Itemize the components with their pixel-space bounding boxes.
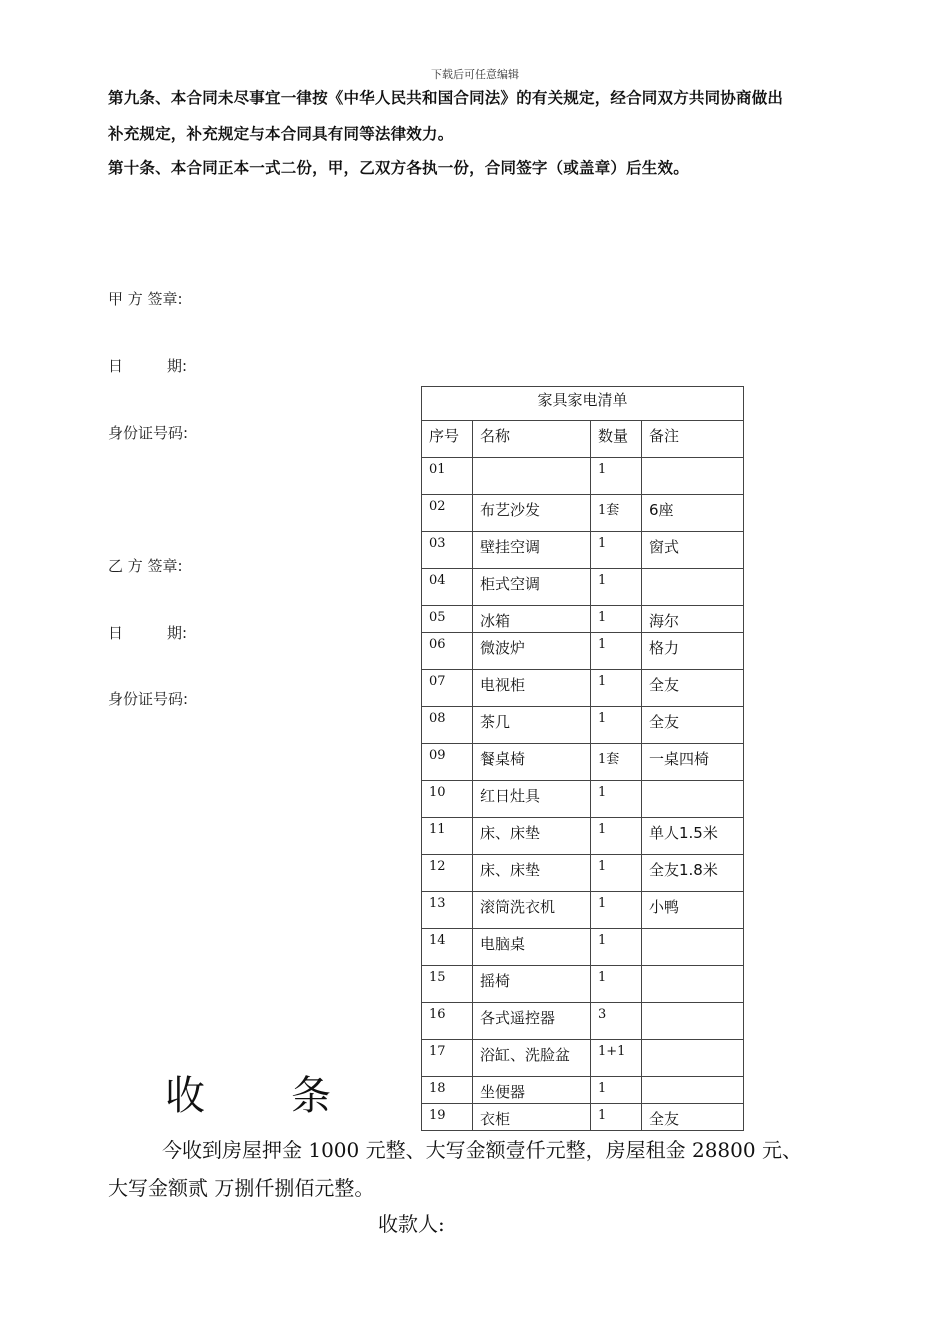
cell-qty: 1 — [591, 1077, 642, 1104]
header-name: 名称 — [473, 421, 591, 458]
cell-no: 02 — [422, 495, 473, 532]
table-row — [422, 633, 744, 670]
header-no: 序号 — [422, 421, 473, 458]
table-row — [422, 670, 744, 707]
cell-note: 全友 — [642, 670, 744, 707]
clause-10: 第十条、本合同正本一式二份，甲，乙双方各执一份，合同签字（或盖章）后生效。 — [108, 159, 689, 177]
cell-no: 15 — [422, 966, 473, 1003]
clause-9-line-1: 第九条、本合同未尽事宜一律按《中华人民共和国合同法》的有关规定，经合同双方共同协商做出 — [108, 89, 784, 107]
cell-qty: 1 — [591, 569, 642, 606]
receipt-line-2: 大写金额贰 万捌仟捌佰元整。 — [108, 1176, 375, 1200]
cell-qty: 1 — [591, 670, 642, 707]
cell-no: 18 — [422, 1077, 473, 1104]
inventory-table — [421, 386, 744, 1131]
cell-name: 柜式空调 — [473, 569, 591, 606]
table-row — [422, 1104, 744, 1131]
cell-qty: 1 — [591, 855, 642, 892]
cell-qty: 1套 — [591, 495, 642, 532]
cell-note — [642, 781, 744, 818]
cell-note: 6座 — [642, 495, 744, 532]
cell-qty: 1 — [591, 818, 642, 855]
cell-name: 床、床垫 — [473, 855, 591, 892]
cell-name: 微波炉 — [473, 633, 591, 670]
cell-name: 坐便器 — [473, 1077, 591, 1104]
table-row — [422, 495, 744, 532]
cell-name: 床、床垫 — [473, 818, 591, 855]
cell-qty: 1 — [591, 458, 642, 495]
cell-note — [642, 966, 744, 1003]
table-row — [422, 1003, 744, 1040]
cell-name: 餐桌椅 — [473, 744, 591, 781]
cell-note: 一桌四椅 — [642, 744, 744, 781]
cell-no: 01 — [422, 458, 473, 495]
table-row — [422, 458, 744, 495]
party-a-id-label: 身份证号码: — [108, 424, 189, 442]
cell-qty: 1 — [591, 532, 642, 569]
cell-note: 格力 — [642, 633, 744, 670]
cell-note: 窗式 — [642, 532, 744, 569]
cell-qty: 1套 — [591, 744, 642, 781]
cell-no: 09 — [422, 744, 473, 781]
table-row — [422, 744, 744, 781]
cell-qty: 1 — [591, 966, 642, 1003]
receipt-line-1: 今收到房屋押金 1000 元整、大写金额壹仟元整，房屋租金 28800 元、 — [162, 1138, 802, 1162]
receipt-title-2: 条 — [291, 1073, 331, 1119]
cell-name: 电脑桌 — [473, 929, 591, 966]
cell-no: 05 — [422, 606, 473, 633]
table-row — [422, 606, 744, 633]
cell-qty: 1 — [591, 781, 642, 818]
table-row — [422, 569, 744, 606]
cell-no: 16 — [422, 1003, 473, 1040]
table-row — [422, 818, 744, 855]
cell-no: 17 — [422, 1040, 473, 1077]
cell-qty: 1+1 — [591, 1040, 642, 1077]
receipt-title — [165, 1064, 331, 1121]
clause-9-line-2: 补充规定，补充规定与本合同具有同等法律效力。 — [108, 125, 454, 143]
party-a-date-label-2: 期: — [167, 357, 188, 375]
party-b-date-label-1: 日 — [108, 624, 124, 642]
cell-no: 12 — [422, 855, 473, 892]
cell-no: 06 — [422, 633, 473, 670]
header-note: 备注 — [642, 421, 744, 458]
table-row — [422, 781, 744, 818]
cell-name: 红日灶具 — [473, 781, 591, 818]
cell-note: 单人1.5米 — [642, 818, 744, 855]
table-row — [422, 855, 744, 892]
cell-name: 衣柜 — [473, 1104, 591, 1131]
cell-note: 全友 — [642, 1104, 744, 1131]
cell-qty: 1 — [591, 1104, 642, 1131]
cell-qty: 1 — [591, 929, 642, 966]
cell-no: 08 — [422, 707, 473, 744]
cell-name: 各式遥控器 — [473, 1003, 591, 1040]
cell-note — [642, 569, 744, 606]
inventory-title: 家具家电清单 — [422, 387, 744, 421]
table-row — [422, 532, 744, 569]
party-b-id-label: 身份证号码: — [108, 690, 189, 708]
cell-no: 13 — [422, 892, 473, 929]
cell-note — [642, 1077, 744, 1104]
table-row — [422, 707, 744, 744]
header-qty: 数量 — [591, 421, 642, 458]
table-row — [422, 929, 744, 966]
party-b-date-label — [108, 622, 187, 643]
cell-no: 11 — [422, 818, 473, 855]
party-b-date-label-2: 期: — [167, 624, 188, 642]
cell-no: 19 — [422, 1104, 473, 1131]
cell-qty: 3 — [591, 1003, 642, 1040]
cell-name: 摇椅 — [473, 966, 591, 1003]
party-a-sign-label: 甲 方 签章: — [108, 290, 183, 308]
cell-note: 全友1.8米 — [642, 855, 744, 892]
cell-name: 布艺沙发 — [473, 495, 591, 532]
table-row — [422, 966, 744, 1003]
cell-note — [642, 458, 744, 495]
header-note: 下载后可任意编辑 — [431, 68, 519, 81]
cell-no: 04 — [422, 569, 473, 606]
cell-note: 海尔 — [642, 606, 744, 633]
payee-label: 收款人: — [378, 1212, 445, 1236]
cell-name: 壁挂空调 — [473, 532, 591, 569]
party-b-sign-label: 乙 方 签章: — [108, 557, 183, 575]
cell-note: 小鸭 — [642, 892, 744, 929]
cell-qty: 1 — [591, 633, 642, 670]
cell-qty: 1 — [591, 892, 642, 929]
cell-name — [473, 458, 591, 495]
party-a-date-label — [108, 355, 187, 376]
table-row — [422, 892, 744, 929]
table-row — [422, 1040, 744, 1077]
cell-no: 14 — [422, 929, 473, 966]
cell-name: 浴缸、洗脸盆 — [473, 1040, 591, 1077]
receipt-title-1: 收 — [165, 1073, 205, 1119]
cell-note — [642, 929, 744, 966]
cell-note — [642, 1040, 744, 1077]
cell-note: 全友 — [642, 707, 744, 744]
cell-note — [642, 1003, 744, 1040]
table-row — [422, 1077, 744, 1104]
cell-no: 10 — [422, 781, 473, 818]
cell-name: 茶几 — [473, 707, 591, 744]
cell-no: 03 — [422, 532, 473, 569]
cell-qty: 1 — [591, 707, 642, 744]
cell-name: 滚筒洗衣机 — [473, 892, 591, 929]
cell-name: 电视柜 — [473, 670, 591, 707]
cell-name: 冰箱 — [473, 606, 591, 633]
party-a-date-label-1: 日 — [108, 357, 124, 375]
cell-qty: 1 — [591, 606, 642, 633]
cell-no: 07 — [422, 670, 473, 707]
